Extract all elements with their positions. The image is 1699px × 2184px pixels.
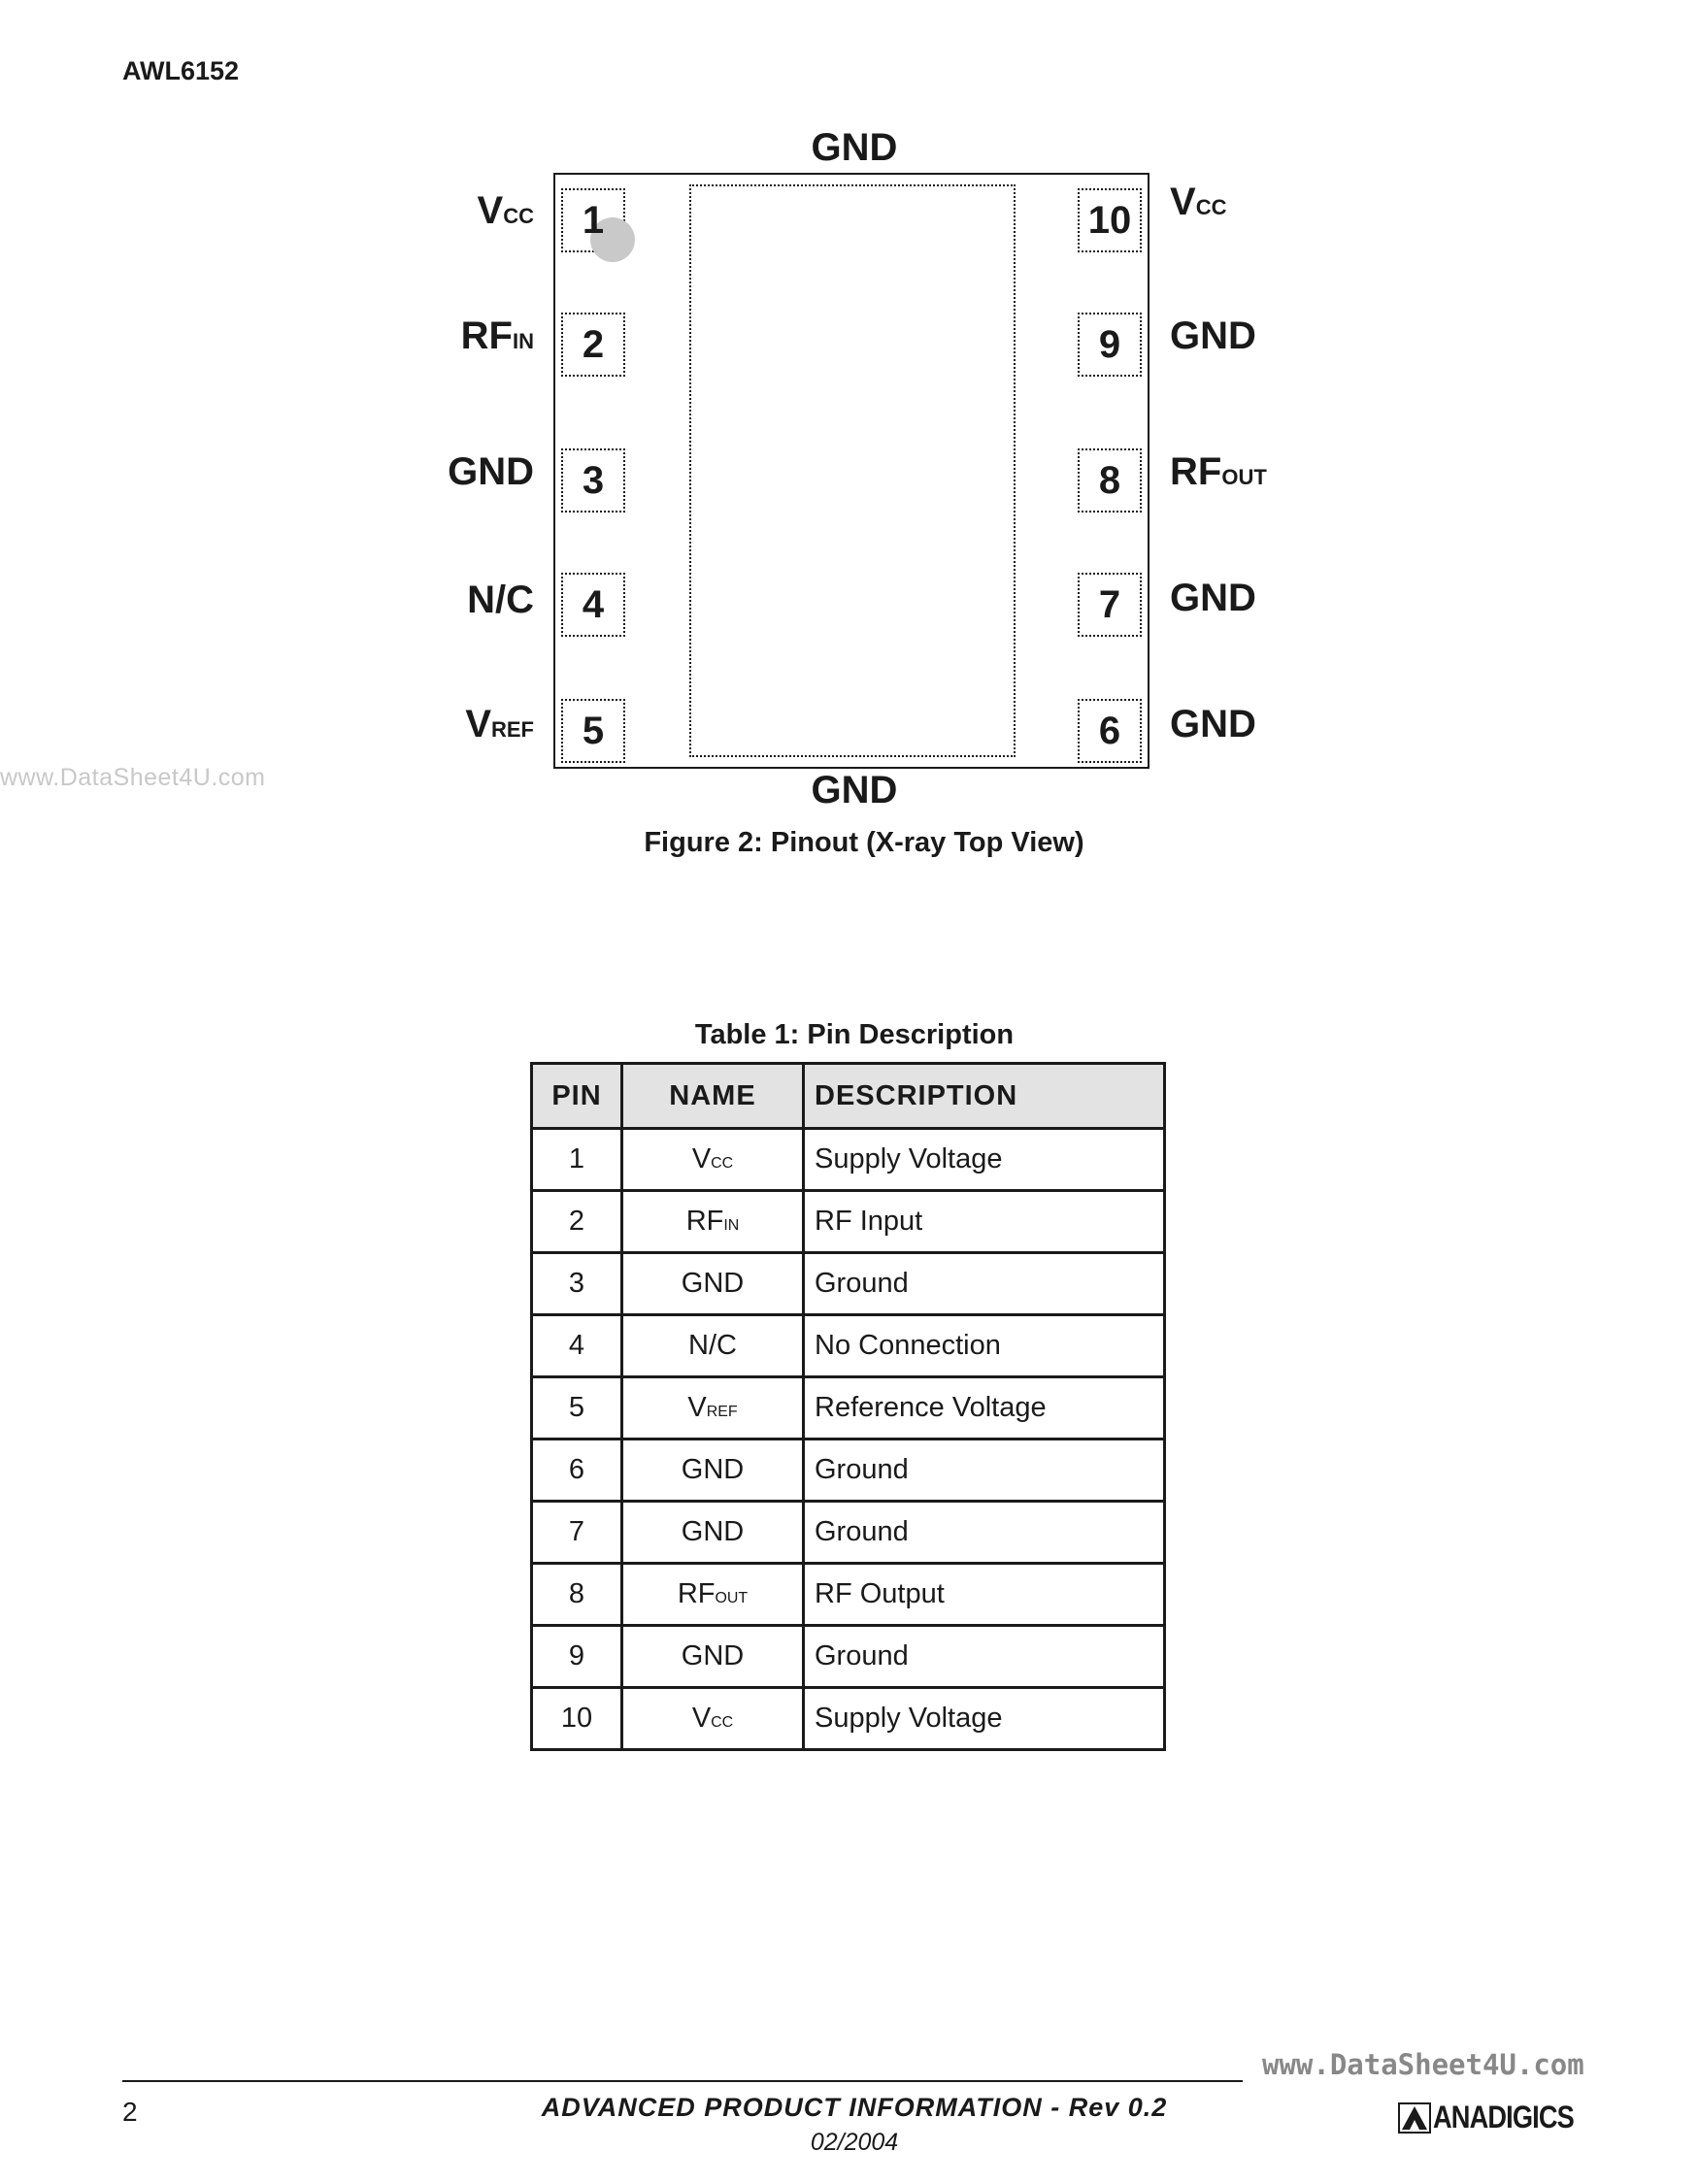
pin-label-1: VCC [477,189,534,232]
cell-description: Reference Voltage [804,1377,1165,1439]
pin-number: 10 [1087,198,1132,242]
pin-number: 5 [582,709,605,752]
table-row [532,1626,1165,1688]
pin-box-10 [1078,188,1142,252]
cell-pin: 9 [532,1626,622,1688]
cell-pin: 3 [532,1253,622,1315]
cell-description: Supply Voltage [804,1129,1165,1191]
pin-box-3 [561,448,625,513]
table-row [532,1191,1165,1253]
pin-box-2 [561,313,625,377]
pin-box-4 [561,573,625,637]
part-number: AWL6152 [122,56,240,85]
pin-box-6 [1078,699,1142,763]
pin-number: 2 [582,322,605,366]
cell-pin: 10 [532,1688,622,1750]
pin-box-9 [1078,313,1142,377]
watermark-right: www.DataSheet4U.com [1262,2048,1584,2081]
header-pin: PIN [532,1064,622,1129]
pin-label-3: GND [448,450,534,493]
pin-label-4: N/C [467,579,534,621]
pin-box-1 [561,188,625,252]
cell-name: GND [622,1626,804,1688]
watermark-left: www.DataSheet4U.com [0,764,266,791]
cell-name: RFIN [622,1191,804,1253]
table-row [532,1502,1165,1564]
pin-label-5: VREF [465,703,534,745]
package-outline [553,173,1149,769]
cell-description: RF Input [804,1191,1165,1253]
footer-divider [122,2080,1243,2082]
cell-pin: 7 [532,1502,622,1564]
pin-label-6: GND [1170,703,1256,745]
table-row [532,1315,1165,1377]
pin-label-7: GND [1170,577,1256,619]
pin-number: 1 [582,198,605,242]
cell-name: GND [622,1439,804,1502]
cell-name: GND [622,1253,804,1315]
cell-description: Ground [804,1439,1165,1502]
cell-description: RF Output [804,1564,1165,1626]
footer-date: 02/2004 [810,2129,899,2156]
pin-label-10: VCC [1170,181,1227,223]
package-top-label: GND [811,126,898,169]
table-row [532,1688,1165,1750]
table-row [532,1564,1165,1626]
pin-number: 9 [1098,322,1121,366]
cell-description: No Connection [804,1315,1165,1377]
footer-title: ADVANCED PRODUCT INFORMATION - Rev 0.2 [541,2093,1168,2122]
cell-pin: 4 [532,1315,622,1377]
pin-box-5 [561,699,625,763]
cell-description: Supply Voltage [804,1688,1165,1750]
pin-label-2: RFIN [460,314,534,357]
cell-pin: 2 [532,1191,622,1253]
cell-name: VREF [622,1377,804,1439]
pin-number: 8 [1098,458,1121,502]
cell-pin: 1 [532,1129,622,1191]
header-name: NAME [622,1064,804,1129]
table-caption: Table 1: Pin Description [694,1019,1015,1050]
company-logo [1398,2100,1599,2135]
logo-wordmark: ANADIGICS [1433,2100,1574,2134]
cell-description: Ground [804,1502,1165,1564]
cell-pin: 8 [532,1564,622,1626]
pin-label-8: RFOUT [1170,450,1267,493]
package-bottom-label: GND [811,769,898,811]
cell-description: Ground [804,1626,1165,1688]
anadigics-logo-icon [1398,2102,1431,2134]
exposed-paddle [689,184,1016,757]
cell-pin: 5 [532,1377,622,1439]
page-number: 2 [122,2097,138,2127]
table-row [532,1129,1165,1191]
table-row [532,1377,1165,1439]
cell-name: VCC [622,1129,804,1191]
cell-pin: 6 [532,1439,622,1502]
pin-box-7 [1078,573,1142,637]
header-description: DESCRIPTION [804,1064,1165,1129]
pin-label-9: GND [1170,314,1256,357]
cell-name: RFOUT [622,1564,804,1626]
cell-name: GND [622,1502,804,1564]
pin-number: 3 [582,458,605,502]
pin-box-8 [1078,448,1142,513]
pin-number: 7 [1098,582,1121,626]
table-header-row [532,1064,1165,1129]
table-row [532,1253,1165,1315]
table-row [532,1439,1165,1502]
figure-caption: Figure 2: Pinout (X-ray Top View) [644,827,1084,858]
cell-name: N/C [622,1315,804,1377]
cell-description: Ground [804,1253,1165,1315]
pin-description-table [530,1062,1166,1751]
pin-number: 4 [582,582,605,626]
cell-name: VCC [622,1688,804,1750]
pin-number: 6 [1098,709,1121,752]
